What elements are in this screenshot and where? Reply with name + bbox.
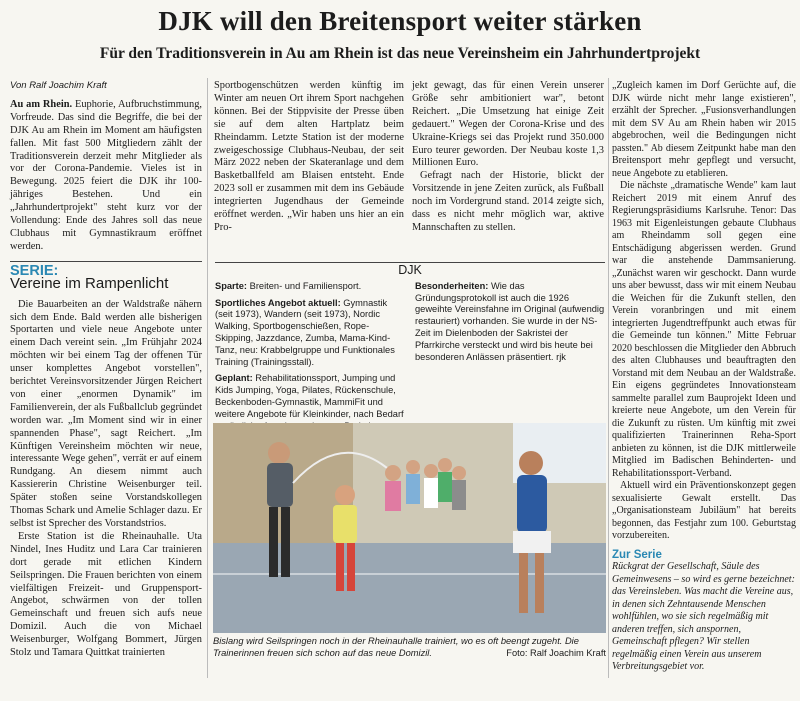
factbox-title: DJK (398, 263, 422, 277)
factbox-text: Rehabilitationssport, Jumping und Kids Jumping, Yoga, Pilates, Rückenschule, Beckenboden-Gymnastik, MammiFit und weitere Angebote für Kleinkinder, nach Bedarf (215, 373, 404, 419)
body-paragraph: Erste Station ist die Rheinauhalle. Uta Nindel, Ines Huditz und Lara Car trainieren dort gerade mit etlichen Kindern Seilspringen. Die Frauen berichten von einem vielfältigen Freizeit- und Gruppensport-Angebot, schwärmen von der tollen Gemeinschaft und freuen sich aufs neue Domizil. Auch die von Michael Weisenburger, Wolfgang Bommert, Jürgen Stolz und Tamara Quittkat trainierten (10, 530, 202, 659)
column-2 (214, 80, 404, 235)
factbox-sparte (215, 281, 405, 293)
zur-serie-text: Rückgrat der Gesellschaft, Säule des Gemeinwesens – so wird es gerne bezeichnet: das Vereinsleben. Was macht die Vereine aus, in denen sich Zehntausende Menschen wohlfühlen, wo sie sich regelmäßig mit anderen treffen, sich anspornen, Gemeinschaft pflegen? Wir stellen regelmäßig einen Verein aus unserem Verbreitungsgebiet vor. (612, 561, 795, 672)
article-photo (213, 423, 606, 633)
byline: Von Ralf Joachim Kraft (10, 80, 107, 91)
fact-box (215, 262, 605, 437)
headline: DJK will den Breitensport weiter stärken (158, 6, 642, 36)
body-paragraph: Gefragt nach der Historie, blickt der Vorsitzende in jene Zeiten zurück, als Fußball noch im Vordergrund stand. 2014 zeigte sich, dass es nicht mehr möglich war, aktive Mannschaften zu stellen. (412, 170, 604, 233)
factbox-label: Besonderheiten: (415, 280, 489, 291)
serie-label: SERIE: (10, 262, 59, 279)
subheadline: Für den Traditionsverein in Au am Rhein ist das neue Vereinsheim ein Jahrhundertprojekt (99, 45, 701, 62)
intro-text: Euphorie, Aufbruchstimmung, Vorfreude. Das sind die Begriffe, die bei der DJK Au am Rhein im Moment am häufigsten fallen. Mit fast 500 Mitgliedern zählt der Traditionsverein derzeit mehr Mitglieder als vor der Corona-Pandemie. Vieles ist in Bewegung. 2025 feiert die DJK ihr 100-jähriges Bestehen. Und ein „Jahrhundertprojekt" steht kurz vor der Vollendung: Ende des Jahres soll das neue Clubhaus mit Gymnastikraum eröffnet werden. (10, 98, 202, 252)
body-paragraph: Die nächste „dramatische Wende" kam laut Reichert 2019 mit einem Anruf des Regierungspräsidiums Karlsruhe. Tenor: Das 1963 mit Eigenleistungen gebaute Clubhaus am Rheindamm soll gegen eine Entschädigung abgerissen werden. Grund war die anstehende Dammsanierung. „Zunächst waren wir geschockt. Dann wurde uns aber bewusst, dass wir mit einem Neubau die Weichen für die Zukunft stellen, den Verein voranbringen und mit einem integrierten Jugendtreffpunkt auch etwas für die Gemeinde tun können." Mitte Februar 2020 beschlossen die Mitglieder den Abbruch des alten Clubhauses und beauftragten den Vorstand mit dem Neubau an der Waldstraße. Ein eigens gegründetes Innovationsteam sammelte parallel zum Bauprojekt Ideen und kreierte neue Angebote, um den Verein für die Zukunft zu rüsten. Um künftig mit zwei qualifizierten Trainerinnen Reha-Sport anbieten zu können, ist die DJK mittlerweile Mitglied im Badischen Behinderten- und Rehabilitationssport-Verband. (612, 180, 796, 479)
column-3 (412, 80, 604, 235)
factbox-angebot (215, 298, 405, 369)
factbox-column-left (215, 281, 405, 438)
column-4 (612, 80, 796, 674)
column-1 (10, 80, 202, 660)
body-paragraph: Sportbogenschützen werden künftig im Winter am neuen Ort ihrem Sport nachgehen können. Bei der Stippvisite der Presse üben sie auf dem alten Hartplatz beim Rheindamm. Letzte Station ist der moderne zweigeschossige Clubhaus-Neubau, der seit März 2022 neben der Skateranlage und dem Basketballfeld am Blaisen entsteht. Ende 2023 soll er zusammen mit dem ins Gebäude integrierten Jugendhaus der Gemeinde eröffnet werden. „Wir haben uns hier an ein Pro- (214, 80, 404, 233)
body-paragraph: Aktuell wird ein Präventionskonzept gegen sexualisierte Gewalt erstellt. Das „Organisationsteam Jubiläum" hat bereits begonnen, das Festjahr zum 100. Geburtstag vorzubereiten. (612, 480, 796, 541)
factbox-column-right (415, 281, 605, 438)
photo-credit: Foto: Ralf Joachim Kraft (506, 647, 606, 658)
factbox-label: Sparte: (215, 280, 248, 291)
serie-title: Vereine im Rampenlicht (10, 274, 169, 292)
column-separator (608, 78, 609, 678)
factbox-label: Sportliches Angebot aktuell: (215, 297, 341, 308)
body-paragraph: „Zugleich kamen im Dorf Gerüchte auf, die DJK würde nicht mehr lange existieren", erzählt der Sprecher. „Fusionsverhandlungen mit dem SV Au am Rhein haben wir 2015 abgebrochen, weil die Bedingungen nicht passten." Ab diesem Zeitpunkt habe man den Breitensport mehr gepflegt und versucht, neue Angebote zu etablieren. (612, 80, 796, 179)
factbox-label: Geplant: (215, 373, 253, 384)
factbox-text: Breiten- und Familiensport. (247, 280, 362, 291)
photo-caption (213, 636, 606, 659)
divider (10, 261, 202, 262)
body-paragraph: Die Bauarbeiten an der Waldstraße nähern sich dem Ende. Bald werden alle bisherigen Sportarten und viele neue Angebote unter einem Dach vereint sein. „Im Frühjahr 2024 möchten wir bei einem Tag der offenen Tür unser komplettes Angebot vorstellen", berichtet Vereinsvorsitzender Jürgen Reichert von einer „enormen Dynamik" im Familienverein, der als Fußballclub gegründet worden war. „Im Moment sind wir in einer spannenden Phase", sagt Reichert. „Im Künftigen Vereinsheim möchten wir neue, interessante Wege gehen", verrät er auf einem Rundgang. An diesem nimmt auch Kassiererin Christine Weisenburger teil. Später stoßen seine Vorstandskollegen Thomas Schark und Amelie Schlager dazu. Er selbst ist Sprecher des Vorstandstrios. (10, 298, 202, 529)
gym-scene-illustration (213, 423, 606, 633)
dateline: Au am Rhein. (10, 98, 73, 110)
body-paragraph: jekt gewagt, das für einen Verein unserer Größe sehr ambitioniert war", betont Reichert. „Die Umsetzung hat einige Zeit gedauert." Wegen der Corona-Krise und des Ukraine-Kriegs sei das Projekt rund 350.000 Euro teurer geworden. Der Neubau koste 1,3 Millionen Euro. (412, 80, 604, 169)
zur-serie-label: Zur Serie (612, 548, 662, 561)
factbox-text: Gymnastik (seit 1973), Wandern (seit 1973), Nordic Walking, Sportbogenschießen, Rope-Skipping, Jazzdance, Zumba, Mama-Kind-Tanz, neu: Krabbelgruppe und Funktionales Training (Trainingsstall). (215, 297, 395, 367)
caption-text: Bislang wird Seilspringen noch in der Rheinauhalle trainiert, wo es oft beengt zugeht. Die Trainerinnen freuen sich schon auf das neue Domizil. (213, 636, 579, 658)
column-separator (207, 78, 208, 678)
factbox-besonderheiten (415, 281, 605, 364)
intro-paragraph (10, 99, 202, 254)
factbox-text: Wie das Gründungsprotokoll ist auch die 1926 geweihte Vereinsfahne im Original (aufwendig restauriert) vorhanden. Sie wurde in der NS-Zeit im Dielenboden der Sakristei der Pfarrkirche versteckt und wird bis heute bei besonderen Anlässen präsentiert. rjk (415, 280, 605, 362)
